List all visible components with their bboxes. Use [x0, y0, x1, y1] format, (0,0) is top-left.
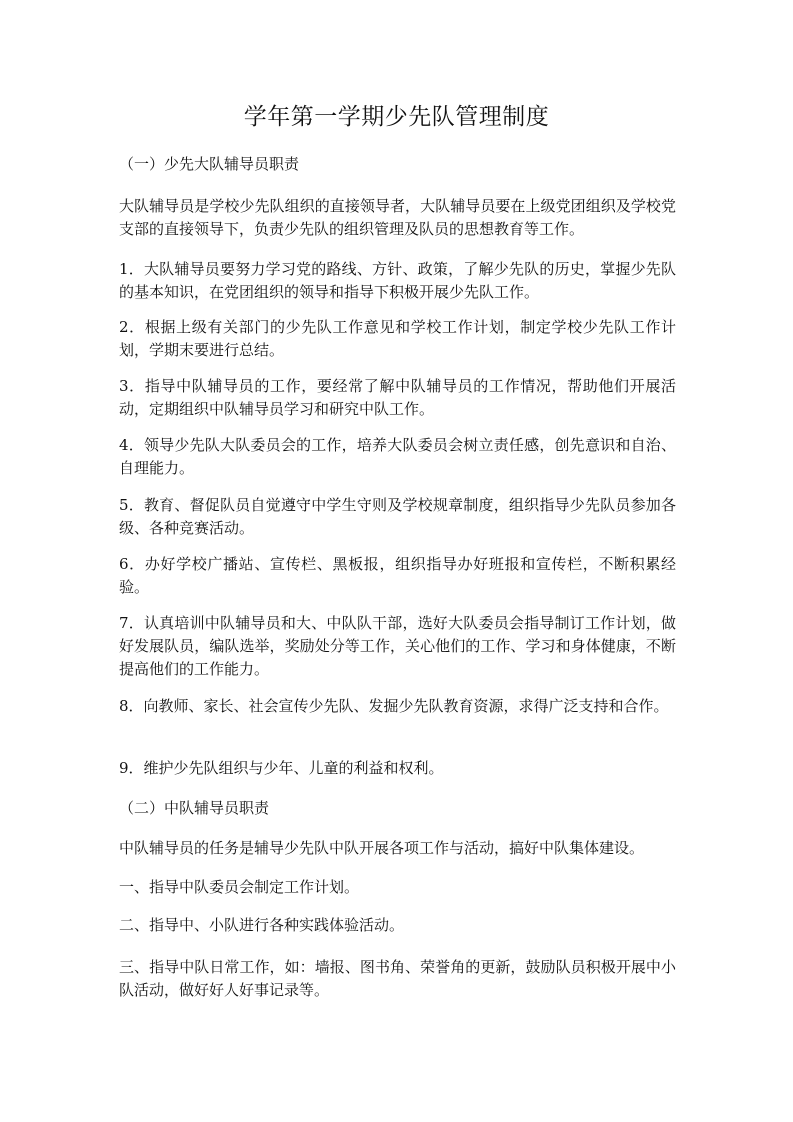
list-item: 一、指导中队委员会制定工作计划。	[119, 878, 360, 896]
section-intro: 中队辅导员的任务是辅导少先队中队开展各项工作与活动，搞好中队集体建设。	[119, 839, 645, 857]
list-item: 6．办好学校广播站、宣传栏、黑板报，组织指导办好班报和宣传栏，不断积累经验。	[119, 555, 676, 596]
list-item: 7．认真培训中队辅导员和大、中队队干部，选好大队委员会指导制订工作计划，做好发展队员，编队选举，奖励处分等工作，关心他们的工作、学习和身体健康，不断提高他们的工作能力。	[119, 614, 676, 678]
list-item: 1．大队辅导员要努力学习党的路线、方针、政策，了解少先队的历史，掌握少先队的基本知识，在党团组织的领导和指导下积极开展少先队工作。	[119, 260, 676, 301]
section-heading: （一）少先大队辅导员职责	[119, 155, 300, 173]
list-item: 2．根据上级有关部门的少先队工作意见和学校工作计划，制定学校少先队工作计划，学期末要进行总结。	[119, 318, 676, 359]
list-item: 4．领导少先队大队委员会的工作，培养大队委员会树立责任感，创先意识和自治、自理能力。	[119, 436, 676, 477]
list-item: 3．指导中队辅导员的工作，要经常了解中队辅导员的工作情况，帮助他们开展活动，定期组织中队辅导员学习和研究中队工作。	[119, 377, 676, 418]
section-heading: （二）中队辅导员职责	[119, 799, 270, 817]
section-intro: 大队辅导员是学校少先队组织的直接领导者，大队辅导员要在上级党团组织及学校党支部的直接领导下，负责少先队的组织管理及队员的思想教育等工作。	[119, 197, 676, 238]
document-title: 学年第一学期少先队管理制度	[243, 104, 550, 130]
list-item: 9．维护少先队组织与少年、儿童的利益和权利。	[119, 759, 444, 777]
list-item: 8．向教师、家长、社会宣传少先队、发掘少先队教育资源，求得广泛支持和合作。	[119, 697, 669, 715]
list-item: 5．教育、督促队员自觉遵守中学生守则及学校规章制度，组织指导少先队员参加各级、各种竞赛活动。	[119, 496, 676, 537]
list-item: 二、指导中、小队进行各种实践体验活动。	[119, 916, 405, 934]
list-item: 三、指导中队日常工作，如：墙报、图书角、荣誉角的更新，鼓励队员积极开展中小队活动，做好好人好事记录等。	[119, 958, 676, 999]
